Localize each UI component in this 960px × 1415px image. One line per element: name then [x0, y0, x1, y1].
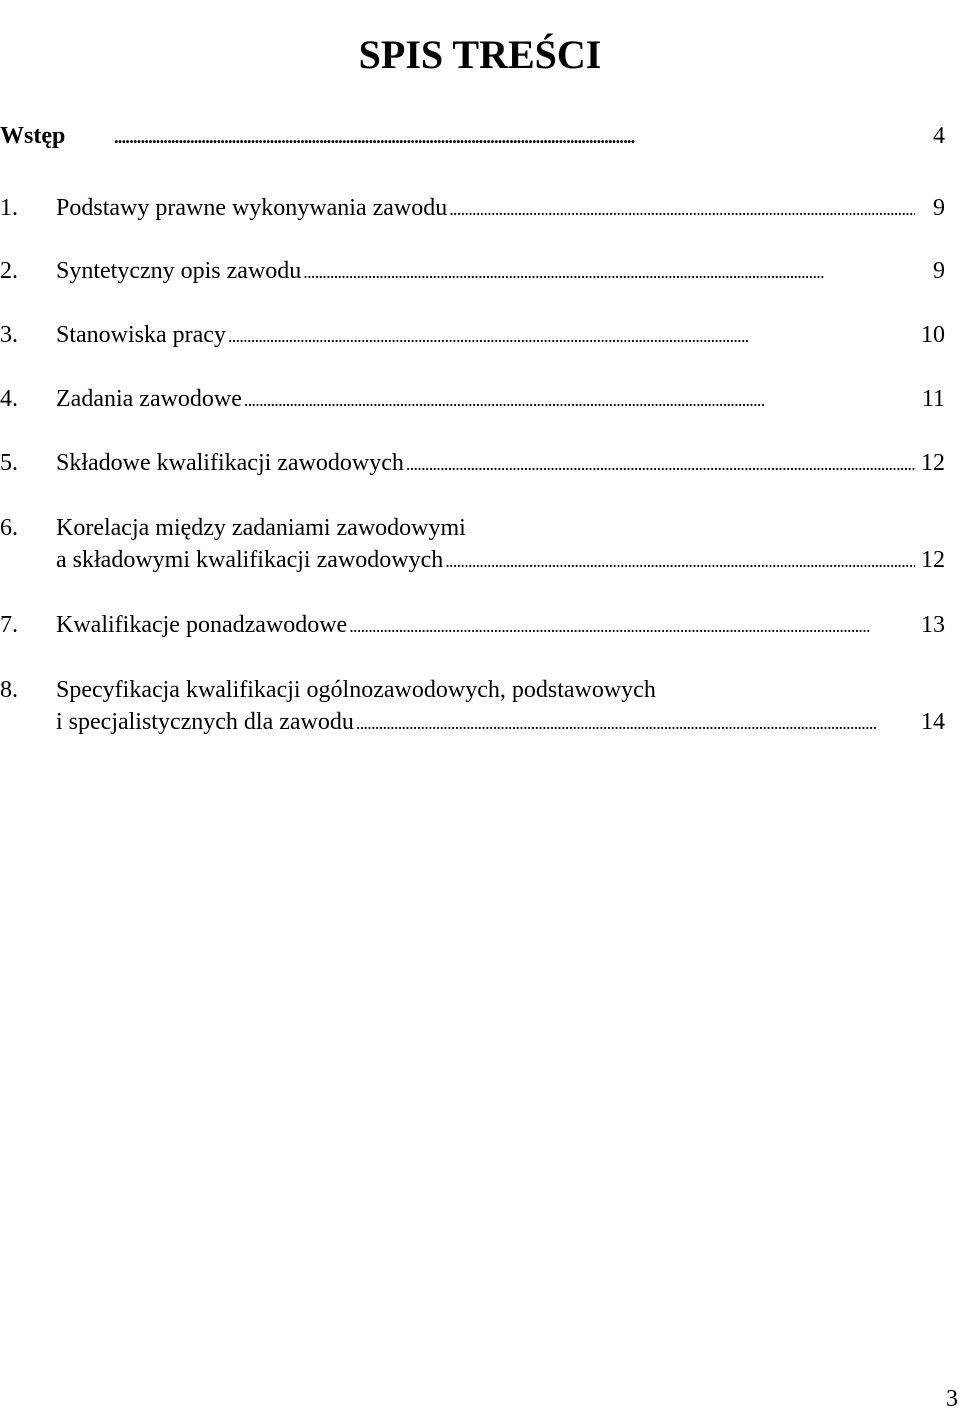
dot-leader: [349, 609, 915, 642]
page-title: SPIS TREŚCI: [358, 31, 602, 77]
toc-entry-title: Podstawy prawne wykonywania zawodu: [56, 195, 448, 221]
dot-leader: [114, 120, 915, 153]
dot-leader: [406, 447, 915, 480]
toc-entry-title: Kwalifikacje ponadzawodowe: [56, 612, 348, 638]
toc-entry-page: 13: [921, 612, 945, 638]
toc-entry-page: 10: [921, 322, 945, 348]
toc-entry-page: 11: [921, 386, 945, 412]
toc-entry-number: 3.: [0, 322, 18, 348]
toc-entry-page: 14: [921, 709, 945, 735]
toc-entry-title-line: a składowymi kwalifikacji zawodowych: [56, 547, 444, 573]
toc-entry-title-line: i specjalistycznych dla zawodu: [56, 709, 354, 735]
toc-entry-number: 8.: [0, 677, 18, 703]
toc-entry-number: 4.: [0, 386, 18, 412]
toc-entry-title: Zadania zawodowe: [56, 386, 242, 412]
toc-entry-number: 6.: [0, 515, 18, 541]
page-number: 3: [946, 1386, 958, 1412]
toc-entry-number: 7.: [0, 612, 18, 638]
toc-entry-title-line: Specyfikacja kwalifikacji ogólnozawodowych, podstawowych: [56, 677, 656, 703]
toc-entry-number: 5.: [0, 450, 18, 476]
toc-entry-title: Stanowiska pracy: [56, 322, 226, 348]
dot-leader: [244, 383, 915, 416]
toc-entry-page: 9: [933, 195, 945, 221]
dot-leader: [449, 192, 915, 225]
dot-leader: [228, 319, 915, 352]
toc-entry-title-line: Korelacja między zadaniami zawodowymi: [56, 515, 466, 541]
toc-entry-number: 2.: [0, 258, 18, 284]
toc-entry-page: 12: [921, 547, 945, 573]
toc-entry-page: 12: [921, 450, 945, 476]
dot-leader: [356, 706, 915, 739]
toc-entry-title: Syntetyczny opis zawodu: [56, 258, 302, 284]
toc-entry-number: 1.: [0, 195, 18, 221]
dot-leader: [303, 255, 915, 288]
toc-entry-title: Składowe kwalifikacji zawodowych: [56, 450, 404, 476]
toc-entry-page: 4: [933, 123, 945, 149]
dot-leader: [445, 544, 915, 577]
toc-entry-label: Wstęp: [0, 123, 66, 149]
toc-entry-page: 9: [933, 258, 945, 284]
